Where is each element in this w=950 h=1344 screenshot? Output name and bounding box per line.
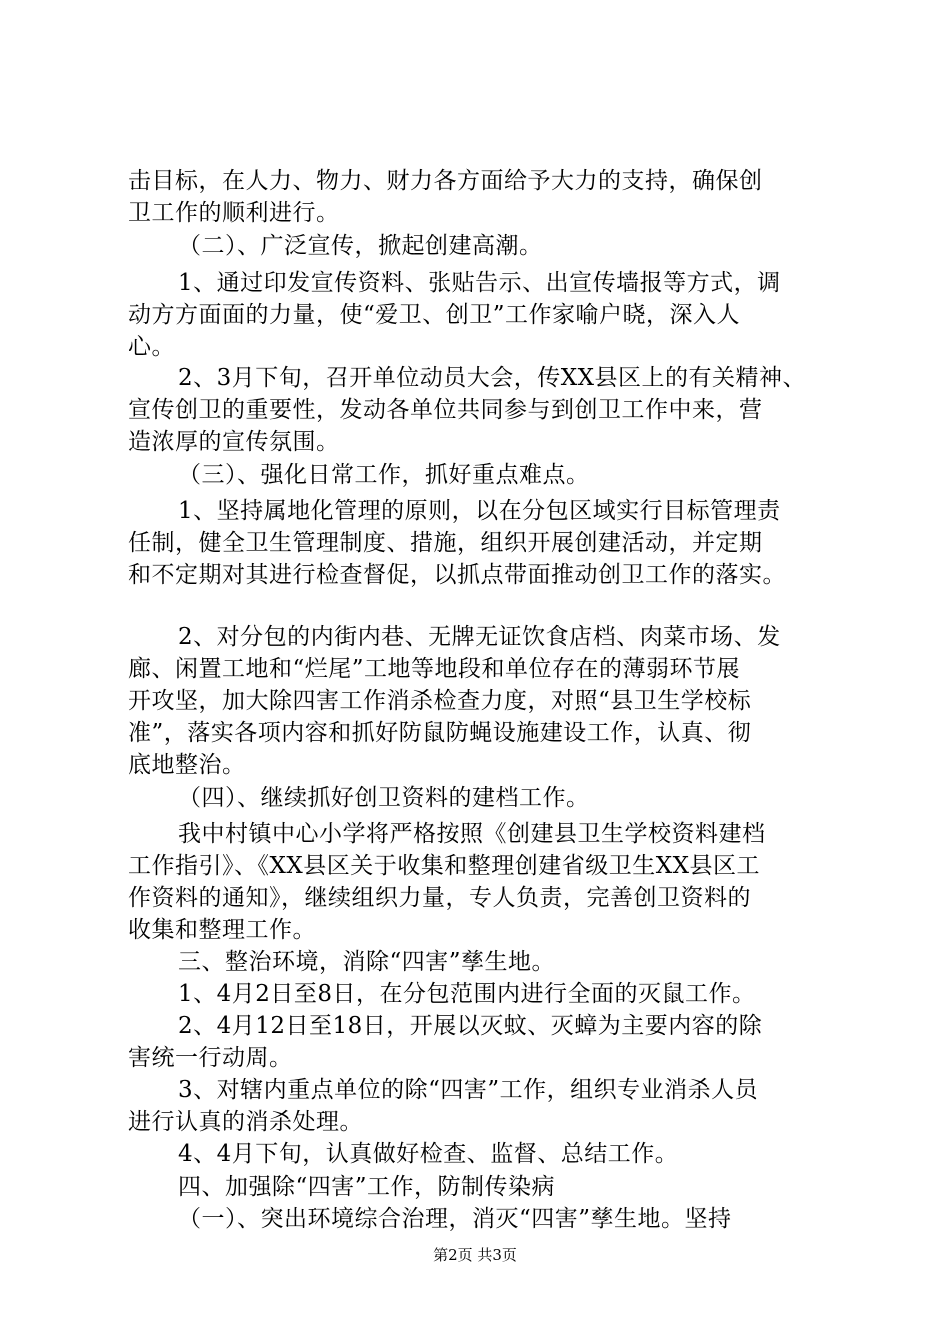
text-line: 1、通过印发宣传资料、张贴告示、出宣传墙报等方式，调 [178,270,781,296]
section-heading: （四）、继续抓好创卫资料的建档工作。 [178,785,590,811]
text-line: 1、坚持属地化管理的原则，以在分包区域实行目标管理责 [178,498,781,524]
text-line: 我中村镇中心小学将严格按照《创建县卫生学校资料建档 [178,821,766,847]
section-heading: （一）、突出环境综合治理，消灭“四害”孳生地。坚持 [178,1206,732,1232]
text-line: 廊、闲置工地和“烂尾”工地等地段和单位存在的薄弱环节展 [128,656,741,682]
section-heading: 四、加强除“四害”工作，防制传染病 [178,1174,556,1200]
section-heading: （三）、强化日常工作，抓好重点难点。 [178,462,590,488]
text-line: 开攻坚，加大除四害工作消杀检查力度，对照“县卫生学校标 [128,688,752,714]
text-line: 任制，健全卫生管理制度、措施，组织开展创建活动，并定期 [128,530,763,556]
text-line: 3、对辖内重点单位的除“四害”工作，组织专业消杀人员 [178,1077,759,1103]
text-line: 2、4月12日至18日，开展以灭蚊、灭蟑为主要内容的除 [178,1013,763,1039]
text-line: 击目标，在人力、物力、财力各方面给予大力的支持，确保创 [128,168,763,194]
page-number-footer: 第2页 共3页 [433,1246,517,1264]
text-line: 2、3月下旬，召开单位动员大会，传XX县区上的有关精神、 [178,365,807,391]
text-line: 工作指引》、《XX县区关于收集和整理创建省级卫生XX县区工 [128,853,760,879]
text-line: 底地整治。 [128,752,246,778]
text-line: 准”，落实各项内容和抓好防鼠防蝇设施建设工作，认真、彻 [128,720,752,746]
text-line: 收集和整理工作。 [128,917,316,943]
section-heading: （二）、广泛宣传，掀起创建高潮。 [178,233,543,259]
text-line: 作资料的通知》，继续组织力量，专人负责，完善创卫资料的 [128,885,751,911]
text-line: 造浓厚的宣传氛围。 [128,429,340,455]
text-line: 2、对分包的内街内巷、无牌无证饮食店档、肉菜市场、发 [178,624,781,650]
text-line: 卫工作的顺利进行。 [128,200,340,226]
section-heading: 三、整治环境，消除“四害”孳生地。 [178,949,556,975]
text-line: 1、4月2日至8日，在分包范围内进行全面的灭鼠工作。 [178,981,756,1007]
text-line: 心。 [128,334,175,360]
text-line: 和不定期对其进行检查督促，以抓点带面推动创卫工作的落实。 [128,562,786,588]
text-line: 宣传创卫的重要性，发动各单位共同参与到创卫工作中来，营 [128,397,763,423]
text-line: 害统一行动周。 [128,1045,293,1071]
text-line: 进行认真的消杀处理。 [128,1109,363,1135]
text-line: 4、4月下旬，认真做好检查、监督、总结工作。 [178,1141,679,1167]
text-line: 动方方面面的力量，使“爱卫、创卫”工作家喻户晓，深入人 [128,302,741,328]
